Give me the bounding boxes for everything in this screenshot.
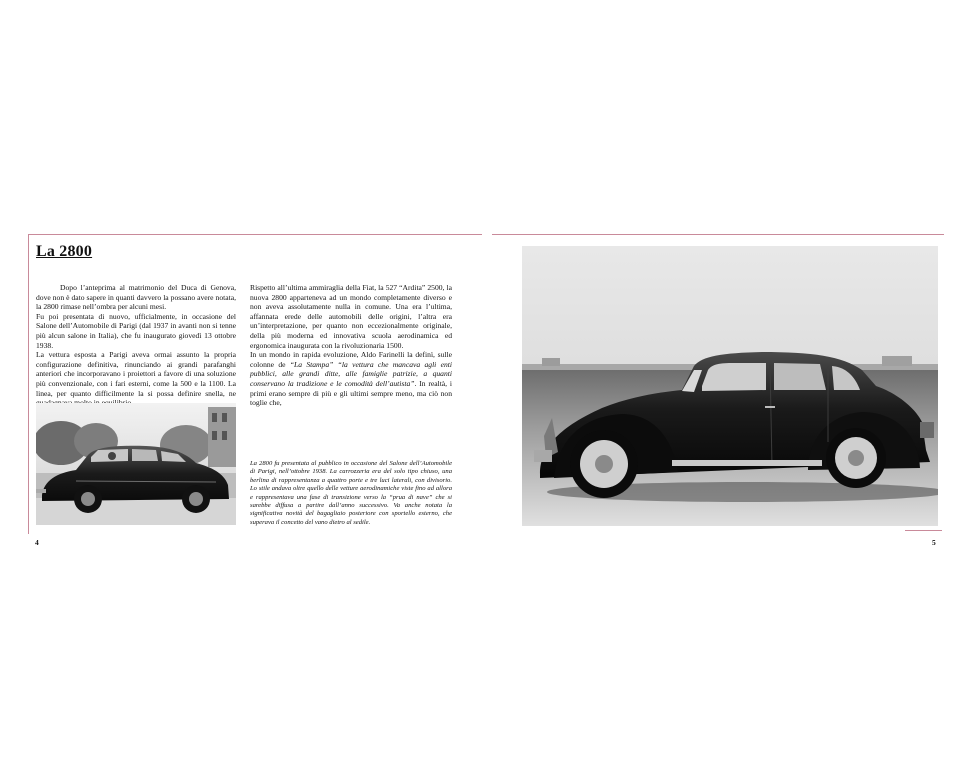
section-title: La 2800: [36, 243, 93, 260]
car-photo-icon: [522, 246, 938, 526]
paragraph: Rispetto all’ultima ammiraglia della Fiat, la 527 “Ardita” 2500, la nuova 2800 apparteneva ad un mondo completamente diverso e non aveva assolutamente nulla in comune. Una era l’ultima, affannata erede delle automobili delle origini, l’altra era un’interpretazione, per quanto non eccezionalmente originale, della più moderna ed innovativa scuola aerodinamica ed ergonomica inaugurata con la rivoluzionaria 1500.: [250, 283, 452, 350]
source-name: “La Stampa”: [289, 359, 334, 369]
paragraph: Dopo l’anteprima al matrimonio del Duca di Genova, dove non è dato sapere in quanti davvero la possano avere notata, la 2800 rimase nell’ombra per alcuni mesi.: [36, 283, 236, 312]
top-rule-left: [28, 234, 482, 235]
bottom-rule-right: [905, 530, 942, 531]
paragraph: Fu poi presentata di nuovo, ufficialmente, in occasione del Salone dell’Automobile di Parigi (dal 1937 in avanti non si tenne più alcun salone in Italia), che fu inaugurato giovedì 13 ottobre 1938.: [36, 311, 236, 350]
text-run: . In realtà, i primi erano sempre di più e gli ultimi sempre meno, ma ciò non toglie che,: [250, 378, 452, 408]
car-photo-icon: [36, 403, 236, 525]
page-number-right: 5: [932, 538, 936, 547]
paragraph: La vettura esposta a Parigi aveva ormai assunto la propria configurazione definitiva, rinunciando ai grandi parafanghi anteriori che incorporavano i proiettori a favore di una soluzione più convenzionale, con i fari esterni, come la 500 e la 1100. La linea, per quanto difficilmente la si possa definire snella, ne: [36, 350, 236, 398]
text-run: In un mondo in rapida evoluzione, Aldo Farinelli la definì, sulle colonne de: [250, 350, 452, 369]
photo-caption: La 2800 fu presentata al pubblico in occasione del Salone dell’Automobile di Parigi, nell’ottobre 1938. La carrozzeria era del solo tipo chiuso, una berlina di rappresentanza a quattro porte e tre luci laterali, con divisorio. Lo stile andava oltre quello delle vetture aerodinamiche viste fino ad allora e rappresentava una fase di transizione verso la “prua di nave” che si sarebbe diffusa a partire dall’anno successivo. Va anche notata la significativa novità del bagagliaio posteriore con sportello esterno, che superava il concetto del vano dietro al sedile.: [250, 460, 452, 526]
text-column-2: [250, 283, 452, 408]
page-number-left: 4: [35, 538, 39, 547]
car-photo-small: [36, 403, 236, 525]
paragraph: [250, 350, 452, 408]
text-column-1: [36, 283, 236, 408]
vertical-rule: [28, 234, 29, 534]
car-photo-large: [522, 246, 938, 526]
top-rule-right: [492, 234, 944, 235]
quotation: “la vettura che mancava agli enti pubblici, alle grandi ditte, alle famiglie patrizie, a quanti conservano la tradizione e le comodità dell’autista”: [250, 359, 452, 388]
